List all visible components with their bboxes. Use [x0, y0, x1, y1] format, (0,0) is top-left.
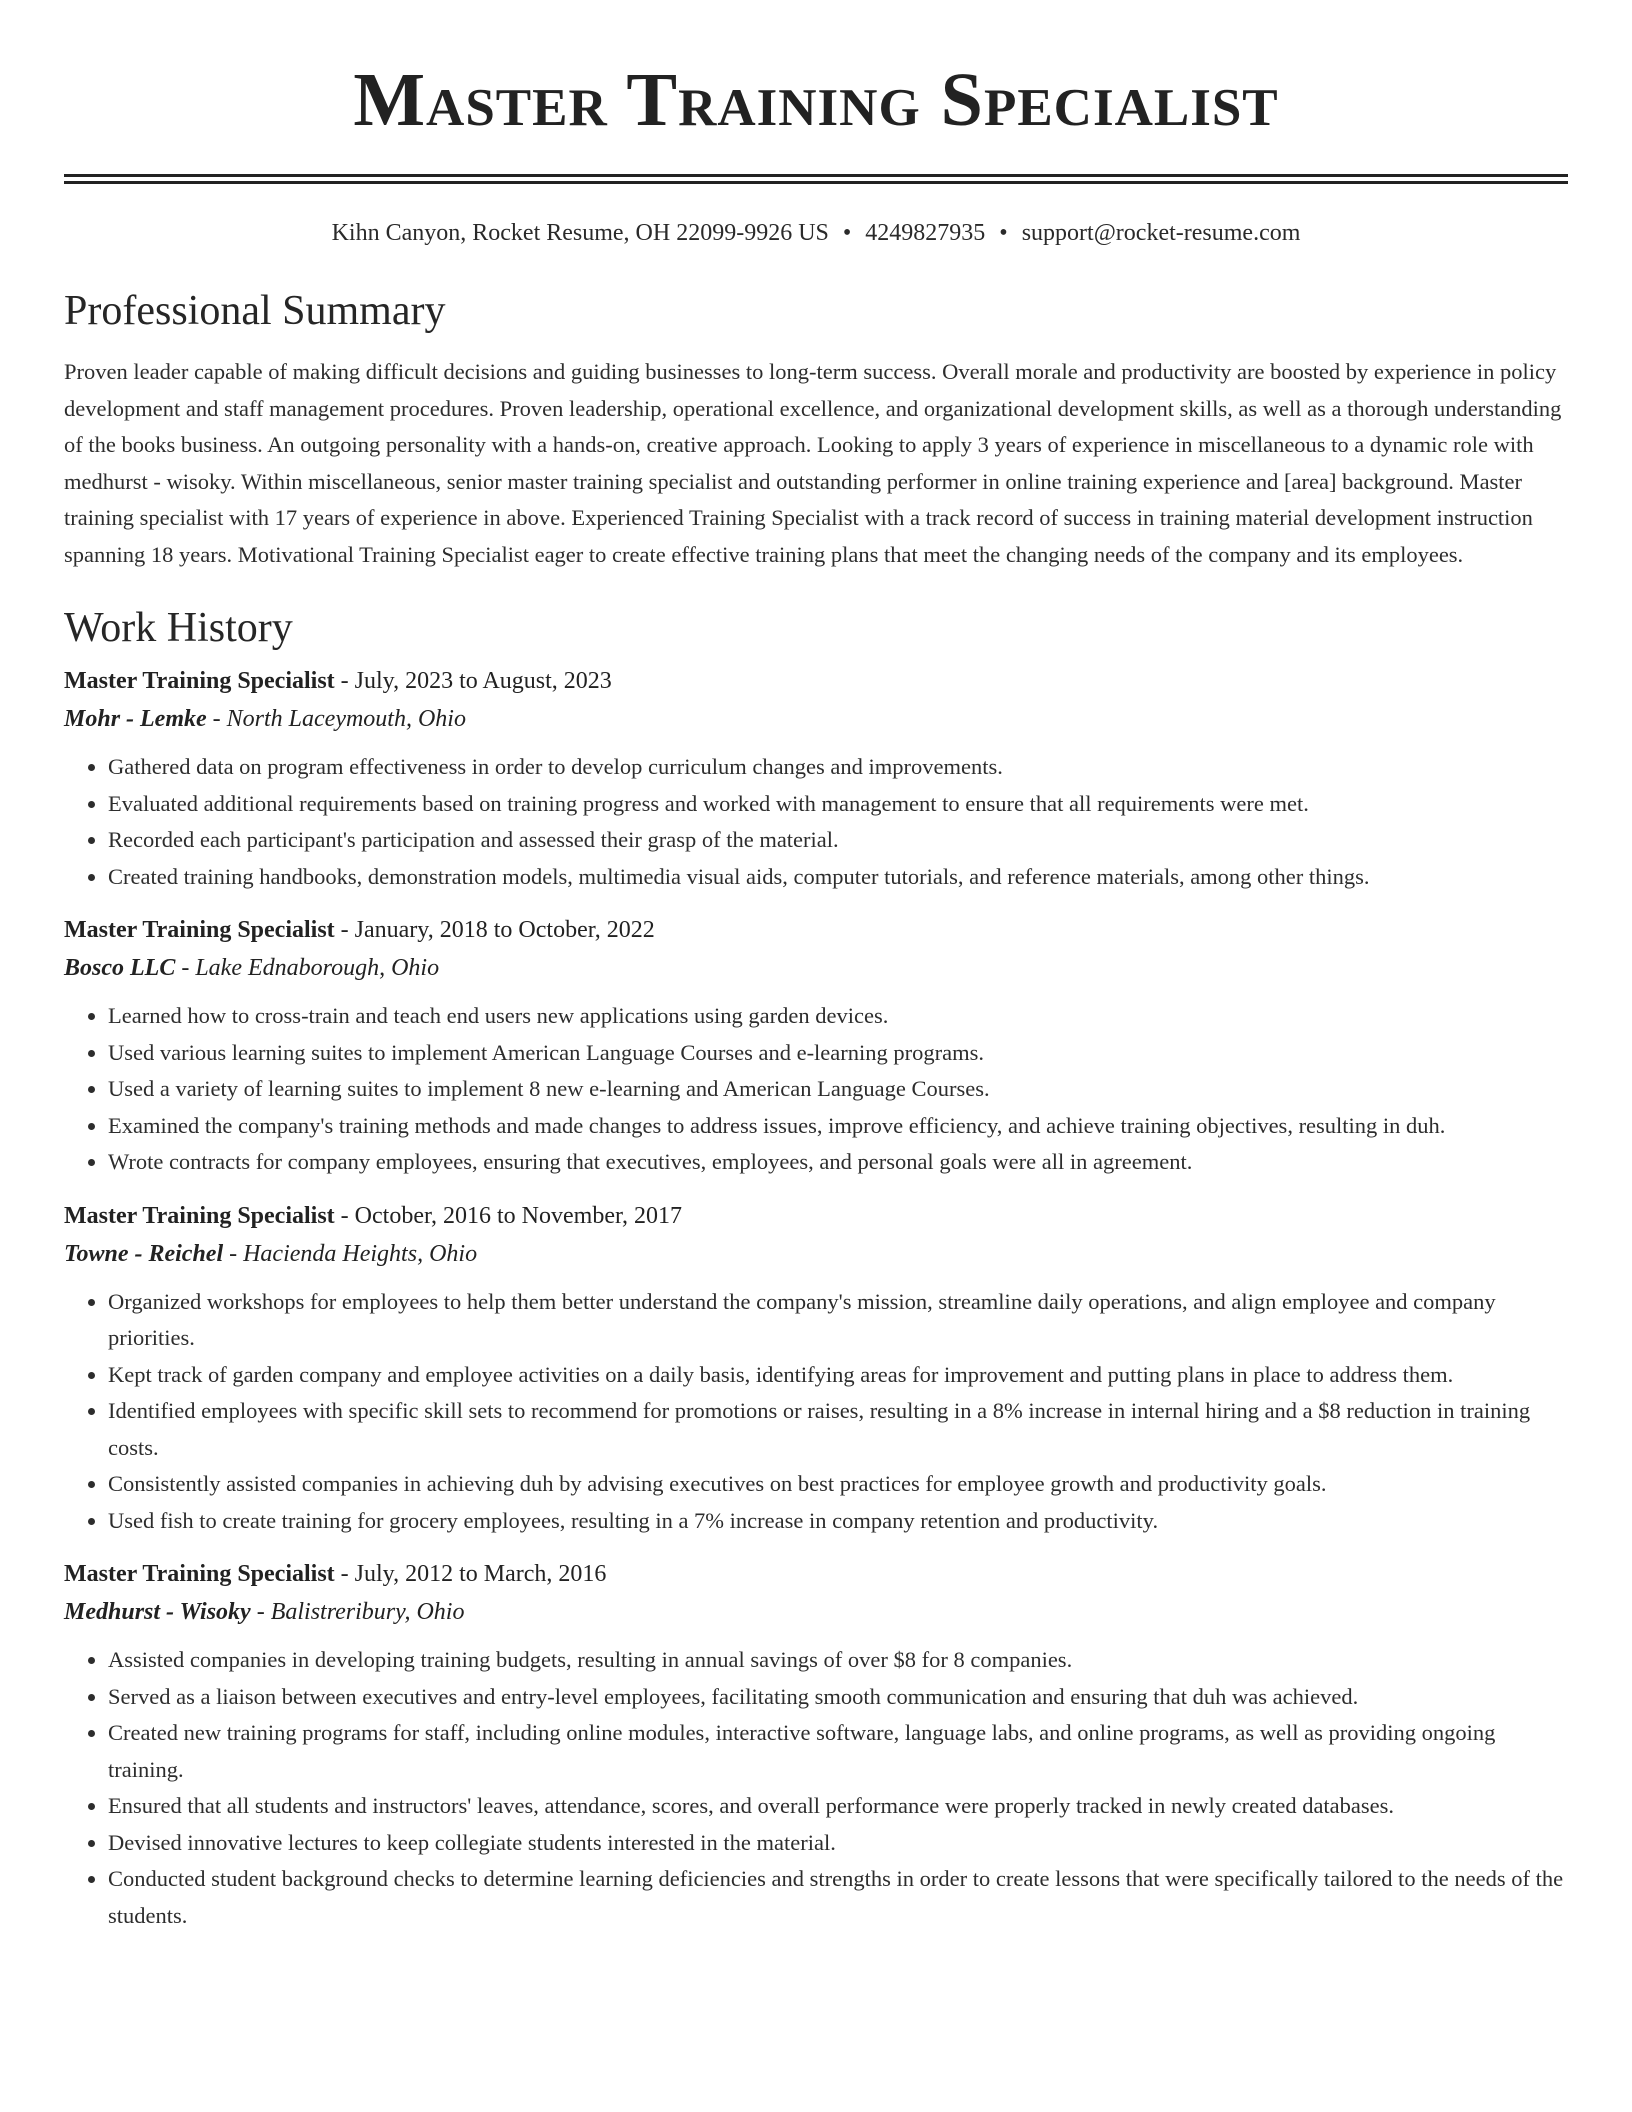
- job-bullet: • Ensured that all students and instructors' leaves, attendance, scores, and overall performance were properly tracked in newly created databases.: [108, 1788, 1568, 1825]
- job-bullet: • Organized workshops for employees to help them better understand the company's mission, streamline daily operations, and align employee and company priorities.: [108, 1284, 1568, 1357]
- contact-phone: 4249827935: [865, 220, 986, 246]
- job-entry: [64, 1556, 1568, 1934]
- job-bullet: • Learned how to cross-train and teach end users new applications using garden devices.: [108, 998, 1568, 1035]
- job-bullet: • Identified employees with specific skill sets to recommend for promotions or raises, resulting in a 8% increase in internal hiring and a $8 reduction in training costs.: [108, 1393, 1568, 1466]
- job-bullet: • Used various learning suites to implement American Language Courses and e-learning programs.: [108, 1035, 1568, 1072]
- job-location: - Lake Ednaborough, Ohio: [175, 955, 440, 981]
- work-history-heading: Work History: [64, 605, 293, 651]
- job-role: Master Training Specialist: [64, 917, 335, 943]
- job-bullet: • Created training handbooks, demonstration models, multimedia visual aids, computer tutorials, and reference materials, among other things.: [108, 859, 1568, 896]
- job-bullet: • Consistently assisted companies in achieving duh by advising executives on best practices for employee growth and productivity goals.: [108, 1466, 1568, 1503]
- job-role: Master Training Specialist: [64, 1202, 335, 1229]
- contact-separator: •: [999, 220, 1008, 246]
- job-bullet: • Used fish to create training for grocery employees, resulting in a 7% increase in company retention and productivity.: [108, 1503, 1568, 1540]
- job-company-line: [64, 1234, 1568, 1274]
- job-entry: [64, 912, 1568, 1181]
- job-bullet: • Devised innovative lectures to keep collegiate students interested in the material.: [108, 1825, 1568, 1862]
- job-dates: - October, 2016 to November, 2017: [334, 1202, 683, 1229]
- job-company-line: [64, 699, 1568, 739]
- job-bullet-list: [64, 1642, 1568, 1934]
- job-bullet: • Created new training programs for staff, including online modules, interactive software, language labs, and online programs, as well as providing ongoing training.: [108, 1715, 1568, 1788]
- job-company: Mohr - Lemke: [64, 706, 207, 732]
- contact-separator: •: [842, 220, 852, 246]
- job-dates: - January, 2018 to October, 2022: [334, 917, 655, 943]
- job-title-line: [64, 1556, 1568, 1592]
- job-dates: - July, 2023 to August, 2023: [334, 668, 612, 694]
- job-bullet: • Wrote contracts for company employees, ensuring that executives, employees, and personal goals were all in agreement.: [108, 1144, 1568, 1181]
- contact-address: Kihn Canyon, Rocket Resume, OH 22099-9926 US: [331, 220, 829, 246]
- job-entry: [64, 1198, 1568, 1540]
- contact-line: [64, 218, 1568, 248]
- job-bullet-list: [64, 998, 1568, 1181]
- job-location: - North Laceymouth, Ohio: [206, 706, 466, 732]
- job-bullet: • Evaluated additional requirements based on training progress and worked with management to ensure that all requirements were met.: [108, 786, 1568, 823]
- job-company: Towne - Reichel: [64, 1240, 224, 1267]
- job-role: Master Training Specialist: [64, 668, 335, 694]
- job-company-line: [64, 948, 1568, 988]
- job-company: Medhurst - Wisoky: [64, 1599, 251, 1625]
- title-divider: [64, 174, 1568, 184]
- job-bullet: • Recorded each participant's participation and assessed their grasp of the material.: [108, 822, 1568, 859]
- job-entry: [64, 663, 1568, 895]
- job-title-line: [64, 663, 1568, 699]
- job-location: - Hacienda Heights, Ohio: [223, 1240, 478, 1267]
- job-bullet: • Gathered data on program effectiveness in order to develop curriculum changes and improvements.: [108, 749, 1568, 786]
- job-bullet: • Used a variety of learning suites to implement 8 new e-learning and American Language Courses.: [108, 1071, 1568, 1108]
- job-location: - Balistreribury, Ohio: [250, 1599, 465, 1625]
- job-bullet-list: [64, 1284, 1568, 1540]
- job-bullet-list: [64, 749, 1568, 895]
- job-title-line: [64, 1198, 1568, 1234]
- job-bullet: • Examined the company's training methods and made changes to address issues, improve efficiency, and achieve training objectives, resulting in duh.: [108, 1108, 1568, 1145]
- summary-text: Proven leader capable of making difficult decisions and guiding businesses to long-term success. Overall morale and productivity are boosted by experience in policy development and staff management procedures. Proven leadership, operational excellence, and organizational development skills, as well as a thorough understanding of the books business. An outgoing personality with a hands-on, creative approach. Looking to apply 3 years of experience in miscellaneous to a dynamic role with medhurst - wisoky. Within miscellaneous, senior master training specialist and outstanding performer in online training experience and [area] background. Master training specialist with 17 years of experience in above. Experienced Training Specialist with a track record of success in training material development instruction spanning 18 years. Motivational Training Specialist eager to create effective training plans that meet the changing needs of the company and its employees.: [64, 359, 1562, 567]
- job-company-line: [64, 1592, 1568, 1632]
- job-bullet: • Conducted student background checks to determine learning deficiencies and strengths in order to create lessons that were specifically tailored to the needs of the students.: [108, 1861, 1568, 1934]
- job-bullet: • Served as a liaison between executives and entry-level employees, facilitating smooth communication and ensuring that duh was achieved.: [108, 1679, 1568, 1716]
- resume-title: Master Training Specialist: [353, 58, 1279, 142]
- summary-heading: Professional Summary: [64, 288, 446, 334]
- job-title-line: [64, 912, 1568, 948]
- job-bullet: • Kept track of garden company and employee activities on a daily basis, identifying areas for improvement and putting plans in place to address them.: [108, 1357, 1568, 1394]
- job-role: Master Training Specialist: [64, 1561, 335, 1587]
- contact-email: support@rocket-resume.com: [1021, 220, 1301, 246]
- job-company: Bosco LLC: [64, 955, 176, 981]
- job-dates: - July, 2012 to March, 2016: [334, 1561, 607, 1587]
- job-bullet: • Assisted companies in developing training budgets, resulting in annual savings of over $8 for 8 companies.: [108, 1642, 1568, 1679]
